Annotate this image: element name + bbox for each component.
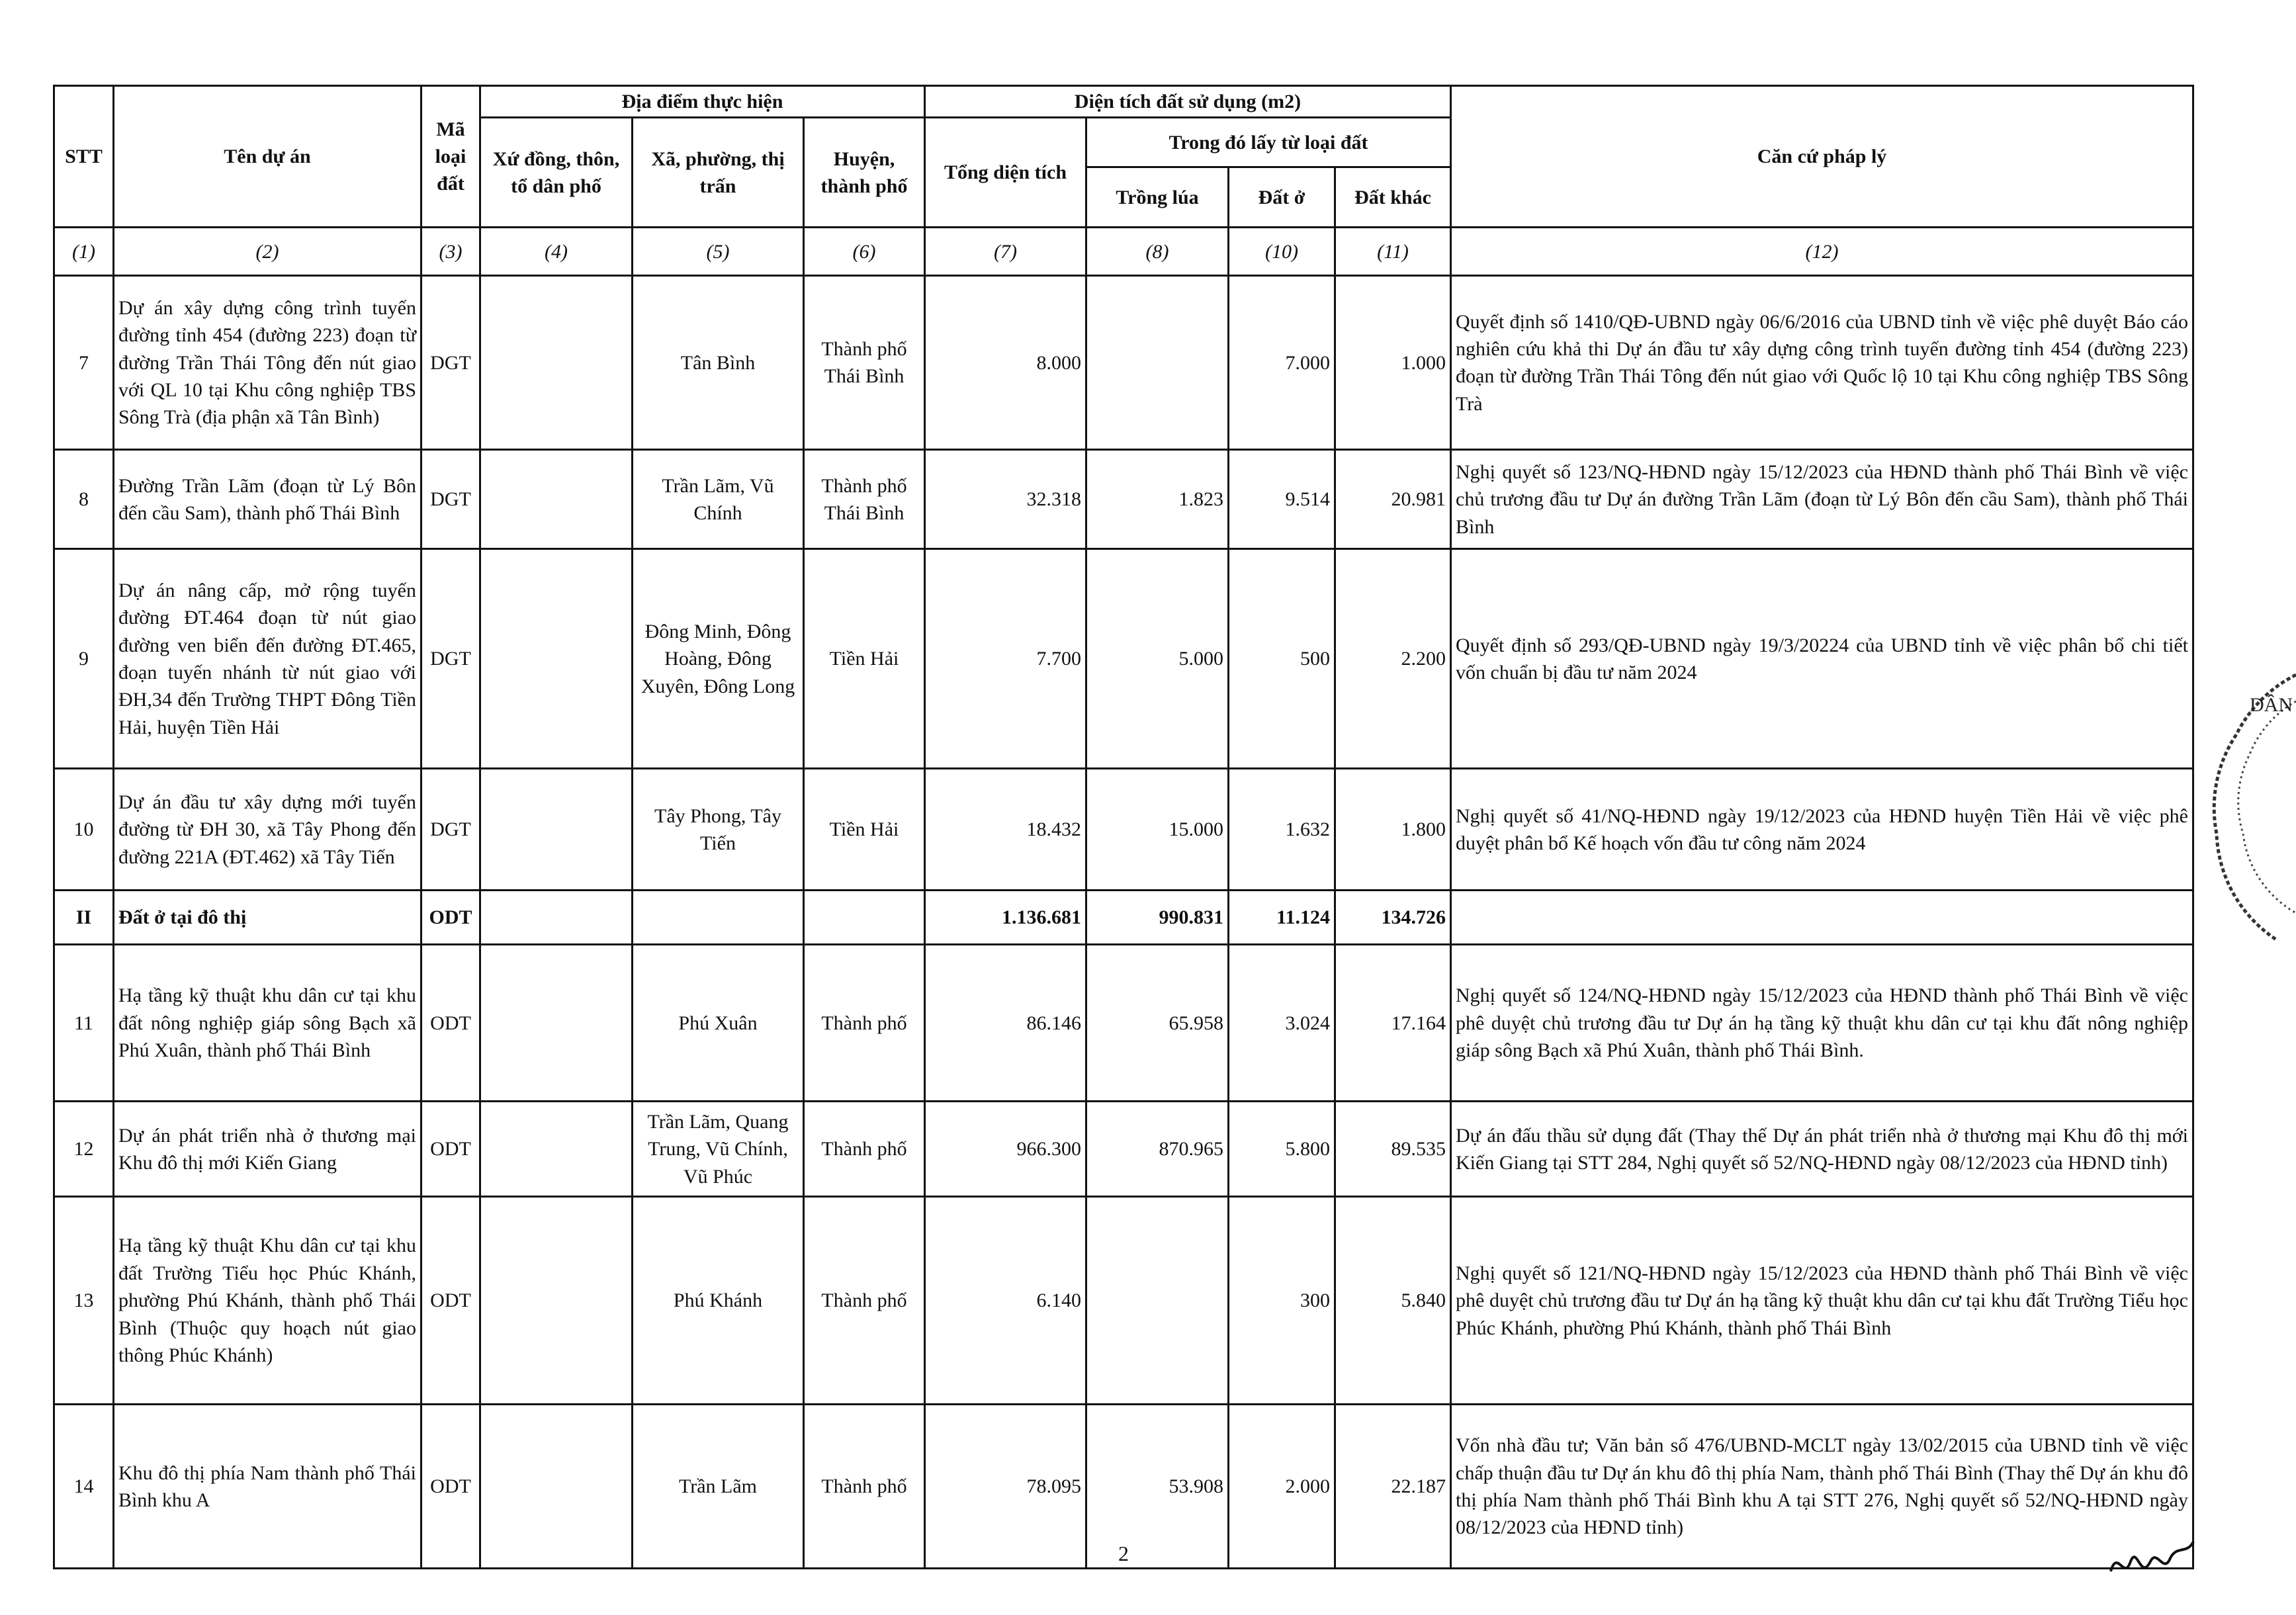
total-area-cell: 6.140	[925, 1197, 1086, 1405]
residential-area-cell: 9.514	[1229, 450, 1335, 549]
stt-cell: 8	[54, 450, 114, 549]
stt-cell: II	[54, 891, 114, 945]
other-area-cell: 22.187	[1335, 1405, 1451, 1569]
hamlet-cell	[480, 549, 633, 769]
commune-cell: Đông Minh, Đông Hoàng, Đông Xuyên, Đông Long	[633, 549, 804, 769]
project-name-cell: Dự án nâng cấp, mở rộng tuyến đường ĐT.464 đoạn từ nút giao đường ven biển đến đường ĐT.465, đoạn tuyến nhánh từ nút giao với ĐH,34 đến Trường THPT Đông Tiền Hải, huyện Tiền Hải	[114, 549, 421, 769]
column-number: (5)	[633, 228, 804, 276]
residential-area-cell: 7.000	[1229, 276, 1335, 450]
page-number: 2	[1118, 1542, 1129, 1565]
project-name-cell: Dự án đầu tư xây dựng mới tuyến đường từ ĐH 30, xã Tây Phong đến đường 221A (ĐT.462) xã Tây Tiến	[114, 769, 421, 891]
table-row	[54, 549, 2193, 769]
stt-cell: 7	[54, 276, 114, 450]
district-cell: Tiền Hải	[804, 549, 925, 769]
hamlet-cell	[480, 1197, 633, 1405]
stt-cell: 11	[54, 945, 114, 1102]
other-area-cell: 1.800	[1335, 769, 1451, 891]
legal-basis-cell: Quyết định số 293/QĐ-UBND ngày 19/3/20224 của UBND tỉnh về việc phân bổ chi tiết vốn chuẩn bị đầu tư năm 2024	[1451, 549, 2193, 769]
rice-area-cell: 990.831	[1086, 891, 1229, 945]
header-area: Diện tích đất sử dụng (m2)	[925, 86, 1451, 118]
project-name-cell: Dự án phát triển nhà ở thương mại Khu đô thị mới Kiến Giang	[114, 1102, 421, 1197]
other-area-cell: 5.840	[1335, 1197, 1451, 1405]
commune-cell: Phú Xuân	[633, 945, 804, 1102]
commune-cell: Tây Phong, Tây Tiến	[633, 769, 804, 891]
rice-area-cell: 870.965	[1086, 1102, 1229, 1197]
header-legal-basis: Căn cứ pháp lý	[1451, 86, 2193, 228]
stt-cell: 14	[54, 1405, 114, 1569]
svg-text:DÂN: DÂN	[2250, 694, 2293, 716]
header-commune: Xã, phường, thị trấn	[633, 118, 804, 228]
table-row	[54, 945, 2193, 1102]
rice-area-cell	[1086, 276, 1229, 450]
legal-basis-cell	[1451, 891, 2193, 945]
rice-area-cell: 1.823	[1086, 450, 1229, 549]
land-code-cell: ODT	[421, 891, 480, 945]
legal-basis-cell: Quyết định số 1410/QĐ-UBND ngày 06/6/2016 của UBND tỉnh về việc phê duyệt Báo cáo nghiên cứu khả thi Dự án đầu tư xây dựng công trình tuyến đường tỉnh 454 (đường 223) đoạn từ đường Trần Thái Tông đến nút giao với Quốc lộ 10 tại Khu công nghiệp TBS Sông Trà	[1451, 276, 2193, 450]
column-number: (4)	[480, 228, 633, 276]
district-cell: Thành phố Thái Bình	[804, 276, 925, 450]
district-cell: Tiền Hải	[804, 769, 925, 891]
land-code-cell: DGT	[421, 276, 480, 450]
legal-basis-cell: Nghị quyết số 123/NQ-HĐND ngày 15/12/2023 của HĐND thành phố Thái Bình về việc chủ trương đầu tư Dự án đường Trần Lãm (đoạn từ Lý Bôn đến cầu Sam), thành phố Thái Bình	[1451, 450, 2193, 549]
table-row	[54, 276, 2193, 450]
project-name-cell: Hạ tầng kỹ thuật khu dân cư tại khu đất nông nghiệp giáp sông Bạch xã Phú Xuân, thành phố Thái Bình	[114, 945, 421, 1102]
land-code-cell: ODT	[421, 1197, 480, 1405]
commune-cell: Trần Lãm, Vũ Chính	[633, 450, 804, 549]
column-number: (11)	[1335, 228, 1451, 276]
residential-area-cell: 11.124	[1229, 891, 1335, 945]
rice-area-cell	[1086, 1197, 1229, 1405]
land-code-cell: DGT	[421, 450, 480, 549]
rice-area-cell: 5.000	[1086, 549, 1229, 769]
column-number: (8)	[1086, 228, 1229, 276]
residential-area-cell: 2.000	[1229, 1405, 1335, 1569]
column-number: (10)	[1229, 228, 1335, 276]
rice-area-cell: 65.958	[1086, 945, 1229, 1102]
rice-area-cell: 53.908	[1086, 1405, 1229, 1569]
commune-cell: Phú Khánh	[633, 1197, 804, 1405]
residential-area-cell: 3.024	[1229, 945, 1335, 1102]
hamlet-cell	[480, 1405, 633, 1569]
header-of-which: Trong đó lấy từ loại đất	[1086, 118, 1451, 167]
other-area-cell: 20.981	[1335, 450, 1451, 549]
table-row	[54, 769, 2193, 891]
header-other: Đất khác	[1335, 167, 1451, 228]
stt-cell: 13	[54, 1197, 114, 1405]
district-cell: Thành phố Thái Bình	[804, 450, 925, 549]
land-code-cell: ODT	[421, 1405, 480, 1569]
legal-basis-cell: Dự án đấu thầu sử dụng đất (Thay thế Dự án phát triển nhà ở thương mại Khu đô thị mới Kiến Giang tại STT 284, Nghị quyết số 52/NQ-HĐND ngày 08/12/2023 của HĐND tỉnh)	[1451, 1102, 2193, 1197]
table-row	[54, 450, 2193, 549]
header-stt: STT	[54, 86, 114, 228]
header-hamlet: Xứ đồng, thôn, tổ dân phố	[480, 118, 633, 228]
other-area-cell: 1.000	[1335, 276, 1451, 450]
header-rice: Trồng lúa	[1086, 167, 1229, 228]
stt-cell: 10	[54, 769, 114, 891]
hamlet-cell	[480, 945, 633, 1102]
other-area-cell: 17.164	[1335, 945, 1451, 1102]
project-name-cell: Hạ tầng kỹ thuật Khu dân cư tại khu đất Trường Tiểu học Phúc Khánh, phường Phú Khánh, thành phố Thái Bình (Thuộc quy hoạch nút giao thông Phúc Khánh)	[114, 1197, 421, 1405]
residential-area-cell: 5.800	[1229, 1102, 1335, 1197]
column-number: (7)	[925, 228, 1086, 276]
total-area-cell: 32.318	[925, 450, 1086, 549]
rice-area-cell: 15.000	[1086, 769, 1229, 891]
header-land-code: Mã loại đất	[421, 86, 480, 228]
land-code-cell: ODT	[421, 1102, 480, 1197]
other-area-cell: 2.200	[1335, 549, 1451, 769]
stt-cell: 9	[54, 549, 114, 769]
land-code-cell: DGT	[421, 549, 480, 769]
hamlet-cell	[480, 1102, 633, 1197]
column-number: (2)	[114, 228, 421, 276]
header-location: Địa điểm thực hiện	[480, 86, 925, 118]
residential-area-cell: 1.632	[1229, 769, 1335, 891]
total-area-cell: 1.136.681	[925, 891, 1086, 945]
red-stamp-partial	[2210, 662, 2296, 953]
other-area-cell: 89.535	[1335, 1102, 1451, 1197]
total-area-cell: 78.095	[925, 1405, 1086, 1569]
header-project-name: Tên dự án	[114, 86, 421, 228]
district-cell	[804, 891, 925, 945]
column-number: (12)	[1451, 228, 2193, 276]
land-use-table	[53, 85, 2194, 1569]
signature	[2104, 1535, 2197, 1588]
table-row	[54, 1197, 2193, 1405]
total-area-cell: 7.700	[925, 549, 1086, 769]
district-cell: Thành phố	[804, 945, 925, 1102]
legal-basis-cell: Nghị quyết số 121/NQ-HĐND ngày 15/12/2023 của HĐND thành phố Thái Bình về việc phê duyệt chủ trương đầu tư Dự án hạ tầng kỹ thuật khu dân cư tại khu đất Trường Tiểu học Phúc Khánh, phường Phú Khánh, thành phố Thái Bình	[1451, 1197, 2193, 1405]
residential-area-cell: 300	[1229, 1197, 1335, 1405]
header-total-area: Tổng diện tích	[925, 118, 1086, 228]
project-name-cell: Khu đô thị phía Nam thành phố Thái Bình khu A	[114, 1405, 421, 1569]
district-cell: Thành phố	[804, 1405, 925, 1569]
column-number: (3)	[421, 228, 480, 276]
commune-cell: Trần Lãm, Quang Trung, Vũ Chính, Vũ Phúc	[633, 1102, 804, 1197]
land-code-cell: DGT	[421, 769, 480, 891]
other-area-cell: 134.726	[1335, 891, 1451, 945]
district-cell: Thành phố	[804, 1197, 925, 1405]
legal-basis-cell: Vốn nhà đầu tư; Văn bản số 476/UBND-MCLT ngày 13/02/2015 của UBND tỉnh về việc chấp thuận đầu tư Dự án khu đô thị phía Nam, thành phố Thái Bình (Thay thế Dự án khu đô thị phía Nam thành phố Thái Bình khu A tại STT 276, Nghị quyết số 52/NQ-HĐND ngày 08/12/2023 của HĐND tỉnh)	[1451, 1405, 2193, 1569]
legal-basis-cell: Nghị quyết số 41/NQ-HĐND ngày 19/12/2023 của HĐND huyện Tiền Hải về việc phê duyệt phân bổ Kế hoạch vốn đầu tư công năm 2024	[1451, 769, 2193, 891]
commune-cell	[633, 891, 804, 945]
legal-basis-cell: Nghị quyết số 124/NQ-HĐND ngày 15/12/2023 của HĐND thành phố Thái Bình về việc phê duyệt chủ trương đầu tư Dự án hạ tầng kỹ thuật khu dân cư tại khu đất nông nghiệp giáp sông Bạch xã Phú Xuân, thành phố Thái Bình.	[1451, 945, 2193, 1102]
residential-area-cell: 500	[1229, 549, 1335, 769]
total-area-cell: 18.432	[925, 769, 1086, 891]
column-number: (1)	[54, 228, 114, 276]
table-row	[54, 1102, 2193, 1197]
commune-cell: Tân Bình	[633, 276, 804, 450]
project-name-cell: Đường Trần Lãm (đoạn từ Lý Bôn đến cầu Sam), thành phố Thái Bình	[114, 450, 421, 549]
hamlet-cell	[480, 450, 633, 549]
header-district: Huyện, thành phố	[804, 118, 925, 228]
stt-cell: 12	[54, 1102, 114, 1197]
group-row	[54, 891, 2193, 945]
total-area-cell: 966.300	[925, 1102, 1086, 1197]
hamlet-cell	[480, 769, 633, 891]
column-number: (6)	[804, 228, 925, 276]
land-code-cell: ODT	[421, 945, 480, 1102]
total-area-cell: 8.000	[925, 276, 1086, 450]
column-number-row	[54, 228, 2193, 276]
hamlet-cell	[480, 891, 633, 945]
header-residential: Đất ở	[1229, 167, 1335, 228]
hamlet-cell	[480, 276, 633, 450]
project-name-cell: Dự án xây dựng công trình tuyến đường tỉnh 454 (đường 223) đoạn từ đường Trần Thái Tông đến nút giao với QL 10 tại Khu công nghiệp TBS Sông Trà (địa phận xã Tân Bình)	[114, 276, 421, 450]
commune-cell: Trần Lãm	[633, 1405, 804, 1569]
total-area-cell: 86.146	[925, 945, 1086, 1102]
district-cell: Thành phố	[804, 1102, 925, 1197]
project-name-cell: Đất ở tại đô thị	[114, 891, 421, 945]
